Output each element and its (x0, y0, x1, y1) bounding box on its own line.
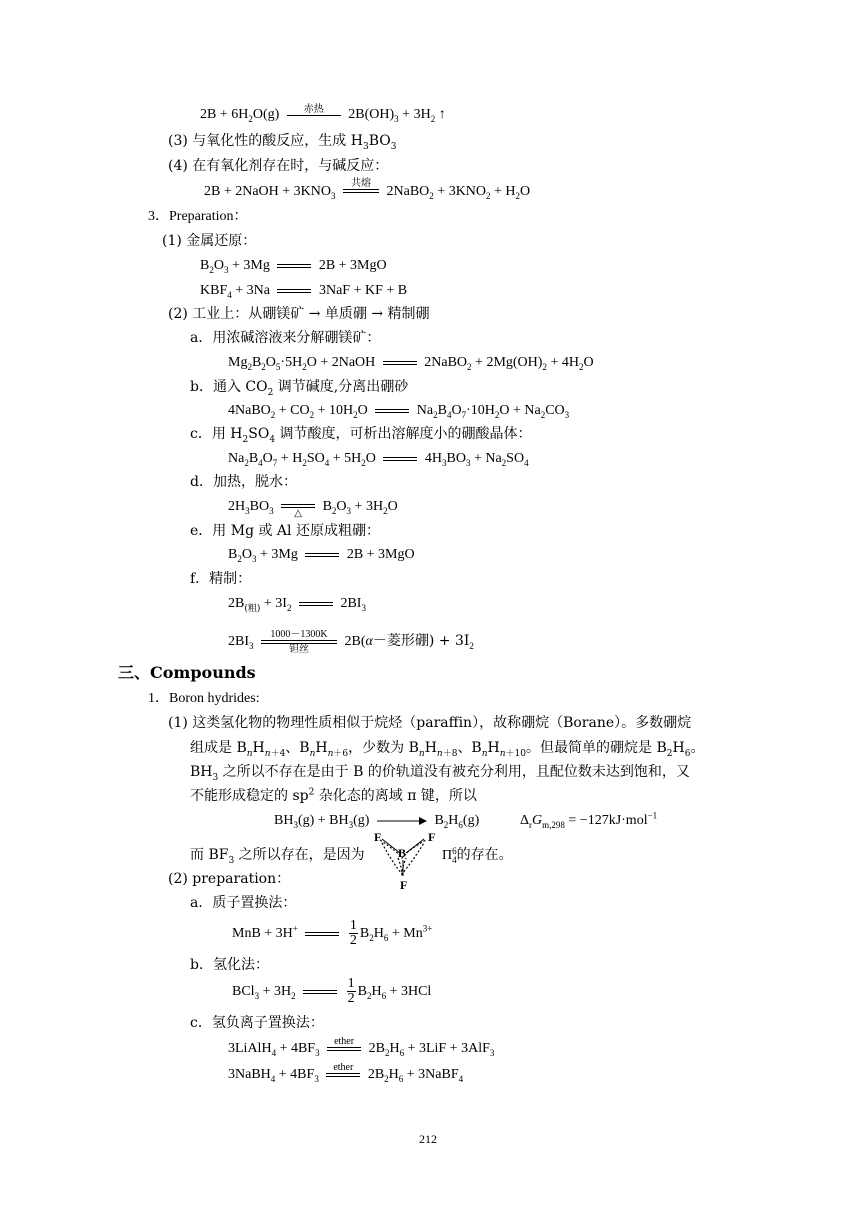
prep-2: (2) 工业上：从硼镁矿 → 单质硼 → 精制硼 (168, 306, 430, 322)
text: 而 BF (190, 847, 229, 863)
step-c: c．用 $H_2SO_4$ 调节酸度，可析出溶解度小的硼酸晶体： (190, 426, 532, 445)
crude-marker: (粗) (244, 603, 261, 614)
text: (3) 与氧化性的酸反应，生成 H (168, 133, 363, 149)
eq-text: + Na (470, 451, 502, 466)
equation-step-f1: $2B_{(粗)} + 3I_2$ $2BI_3$ (228, 596, 366, 614)
condition-ether: ether (334, 1036, 355, 1048)
para-1-line-1: (1) 这类氢化物的物理性质相似于烷烃（paraffin），故称硼烷（Borane）。多数硼烷 (168, 715, 692, 731)
eq-text: O (357, 403, 368, 418)
equation-step-b: 4NaBO$_2$ + $CO_2 + 10H_2O$ $Na_2B_4O_7\cdot 10H_2O + Na_2CO_3$ (228, 403, 570, 420)
text: 、B (457, 740, 482, 756)
gas-arrow: ↑ (438, 107, 446, 122)
condition-temperature: 1000－1300K (270, 629, 328, 640)
eq-text: (g) + BH (297, 813, 349, 828)
text: ，少数为 B (348, 740, 419, 756)
eq-text: 2BI (228, 634, 249, 650)
eq-text: 3LiAlH (228, 1041, 272, 1056)
eq-text: 2BI (340, 596, 362, 611)
gibbs-energy: $\Delta_rG_{m,298} = -127kJ\cdot mol^{-1}$ (520, 810, 658, 830)
eq-text: + 3LiF + 3AlF (404, 1041, 490, 1056)
eq-text: + H (277, 451, 303, 466)
equation-kbf4-na: $KBF_4 + 3Na$ 3NaF + KF + B (200, 283, 408, 300)
eq-text: B (322, 499, 332, 514)
step-f: f．精制： (190, 571, 252, 587)
equation-lialh4: 3LiAlH$_4$ + $4BF_3$ ether $2B_2H_6 + 3LiF + 3AlF_3$ (228, 1036, 495, 1058)
eq-text: 4NaBO (228, 403, 271, 418)
equation-hydrogenation: $BCl_3 + 3H_2$ $\frac{1}{2}$ $B_2H_6 + 3HCl$ (232, 976, 432, 1007)
eq-text: SO (506, 451, 525, 466)
eq-text: B (228, 547, 238, 562)
text: 不能形成稳定的 sp (190, 788, 309, 804)
method-a: a．质子置换法： (190, 895, 297, 911)
text: 。 (690, 740, 705, 756)
step-d: d．加热，脱水： (190, 474, 297, 490)
text: H (487, 740, 500, 756)
text: H (424, 740, 437, 756)
eq-text: + 3H (351, 499, 384, 514)
item-4: (4) 在有氧化剂存在时，与碱反应： (168, 158, 389, 174)
right-arrow-icon (377, 816, 427, 826)
atom-f-right: F (428, 830, 436, 844)
method-b: b．氢化法： (190, 957, 269, 973)
eq-text: (g) (462, 813, 480, 828)
step-b: b．通入 $CO_2$ 调节碱度,分离出硼砂 (190, 379, 409, 398)
eq-text: O (365, 451, 376, 466)
text: 组成是 B (190, 740, 247, 756)
eq-text: Na (228, 451, 245, 466)
prep-1: (1) 金属还原： (162, 233, 257, 249)
eq-text: O (520, 184, 531, 199)
eq-text: B (248, 451, 259, 466)
equation-step-f2: $2BI_3$ 1000－1300K 钽丝 2B(α－菱形硼) + $3I_2$ (228, 629, 474, 655)
condition-label: 共熔 (351, 178, 372, 190)
text: m,298 (542, 819, 565, 830)
pi-symbol: Π (442, 848, 453, 863)
text: 、B (285, 740, 310, 756)
eq-text: + 3HCl (386, 984, 432, 999)
text: 调节碱度,分离出硼砂 (273, 379, 409, 395)
eq-text: + 4BF (276, 1041, 316, 1056)
eq-text: 4H (424, 451, 442, 466)
eq-text: 2B + 2NaOH + 3KNO (204, 184, 332, 199)
text: 。但最简单的硼烷是 B (526, 740, 667, 756)
heat-symbol: △ (294, 508, 302, 520)
eq-text: ·5H (280, 355, 303, 370)
eq-text: CO (545, 403, 565, 418)
eq-text: + 4BF (275, 1067, 315, 1082)
atom-f-left: F (374, 830, 382, 844)
eq-text: BO (249, 499, 270, 514)
method-c: c．氢负离子置换法： (190, 1015, 324, 1031)
eq-text: O (336, 499, 347, 514)
text: BO (368, 133, 391, 149)
eq-text: H (373, 926, 384, 941)
text: H (252, 740, 265, 756)
eq-text: O (583, 355, 594, 370)
eq-text: O (213, 258, 224, 273)
eq-text: BO (446, 451, 466, 466)
eq-text: + Mn (388, 926, 423, 941)
eq-text: Na (416, 403, 434, 418)
equation-nabh4: 3NaBH$_4$ + $4BF_3$ ether $2B_2H_6$ + 3NaBF$_4$ (228, 1062, 464, 1084)
eq-text: + 3Mg (256, 547, 298, 562)
equation-step-c: $Na_2B_4O_7 + H_2SO_4 + 5H_2O$ $4H_3BO_3 + Na_2SO_4$ (228, 451, 529, 468)
text: H (672, 740, 685, 756)
eq-text: + 3H (259, 984, 292, 999)
para-1-line-2: 组成是 $B_nH_{n+4}$、$B_nH_{n+6}$，少数为 $B_nH_{n+8}$、$B_nH_{n+10}$。但最简单的硼烷是 $B_2H_6$。 (190, 740, 705, 759)
eq-text: KBF (200, 283, 228, 298)
eq-text: －菱形硼) + 3I (372, 633, 470, 650)
atom-b: B (398, 846, 407, 860)
para-1-line-4: 不能形成稳定的 $sp^2$ 杂化态的离域 π 键，所以 (190, 787, 477, 804)
text: Δ (520, 813, 530, 828)
text: H (315, 740, 328, 756)
text: 调节酸度，可析出溶解度小的硼酸晶体： (275, 426, 532, 442)
text: c．用 H (190, 426, 243, 442)
eq-text: BCl (232, 984, 255, 999)
subsection-boron-hydrides: 1．Boron hydrides: (148, 691, 260, 706)
eq-text: O (265, 355, 276, 370)
eq-text: H (389, 1041, 400, 1056)
eq-text: 2NaBO (386, 184, 430, 199)
eq-text: + 2Mg(OH) (471, 355, 543, 370)
equation-boron-steam: $2B + 6H_2O(g)$ 赤热 $2B(OH)_3 + 3H_2$ ↑ (200, 103, 446, 124)
eq-text: 2B (368, 1041, 385, 1056)
item-3: (3) 与氧化性的酸反应，生成 $H_3BO_3$ (168, 133, 397, 152)
text: 的存在。 (456, 847, 513, 863)
eq-text: 2NaBO (424, 355, 468, 370)
eq-text: + 3KNO (433, 184, 487, 199)
eq-text: H (371, 984, 382, 999)
eq-text: + H (490, 184, 516, 199)
eq-text: O + Na (499, 403, 541, 418)
text: G (532, 813, 543, 828)
eq-text: 2B + 3MgO (318, 258, 387, 273)
eq-text: 2B + 3MgO (346, 547, 415, 562)
eq-text: + 3Na (231, 283, 270, 298)
page-number: 212 (419, 1132, 437, 1146)
step-e: e．用 Mg 或 Al 还原成粗硼： (190, 523, 380, 539)
eq-text: + 3Mg (228, 258, 270, 273)
eq-text: O (387, 499, 398, 514)
equation-step-a: $Mg_2B_2O_5\cdot 5H_2O$ + 2NaOH 2NaBO$_2$ + $2Mg(OH)_2 + 4H_2O$ (228, 355, 594, 372)
eq-text: 2B + 6H (200, 107, 249, 122)
para-1-line-3: $BH_3$ 之所以不存在是由于 B 的价轨道没有被充分利用，且配位数未达到饱和，又 (190, 764, 690, 783)
eq-text: 2H (228, 499, 246, 514)
eq-text: + 5H (329, 451, 362, 466)
text: = −127kJ·mol (564, 813, 648, 828)
condition-tantalum: 钽丝 (289, 644, 309, 655)
equation-step-e: $B_2O_3 + 3Mg$ 2B + 3MgO (228, 547, 415, 564)
eq-text: SO (306, 451, 325, 466)
equation-bh3-dimerization: $BH_3(g) + BH_3(g)$ $B_2H_6(g)$ (274, 813, 480, 830)
eq-text: B (357, 984, 367, 999)
eq-text: O (241, 547, 252, 562)
eq-text: + 3H (398, 107, 431, 122)
eq-text: MnB + 3H (232, 926, 293, 941)
eq-text: 3NaF + KF + B (318, 283, 408, 298)
eq-text: O (262, 451, 273, 466)
equation-proton-displacement: MnB + 3H+ $\frac{1}{2}$ $B_2H_6 + Mn^{3+}$ (232, 918, 433, 949)
text: 杂化态的离域 π 键，所以 (314, 788, 477, 804)
eq-text: Mg (228, 355, 248, 370)
eq-text: + 3NaBF (403, 1067, 459, 1082)
eq-text: 3NaBH (228, 1067, 271, 1082)
text: 之所以不存在是由于 B 的价轨道没有被充分利用，且配位数未达到饱和，又 (218, 764, 690, 780)
eq-text: B (200, 258, 210, 273)
text: b．通入 CO (190, 379, 268, 395)
bf3-line: 而 $BF_3$ 之所以存在，是因为 (190, 847, 365, 866)
section-title-compounds: 三、Compounds (118, 663, 256, 682)
text: SO (248, 426, 270, 442)
eq-text: BH (274, 813, 294, 828)
eq-text: B (359, 926, 370, 941)
step-a: a．用浓碱溶液来分解硼镁矿： (190, 330, 381, 346)
eq-text: 2B( (344, 634, 366, 650)
section-preparation: 3．Preparation： (148, 209, 248, 224)
eq-text: (g) (353, 813, 370, 828)
pi-bond-text: Π 6 4 的存在。 (442, 845, 513, 865)
text: BH (190, 764, 213, 780)
eq-text: B (437, 403, 447, 418)
eq-text: O (451, 403, 462, 418)
equation-step-d: $2H_3BO_3$ △ $B_2O_3 + 3H_2O$ (228, 499, 398, 520)
eq-text: 2B (228, 596, 245, 611)
text: 之所以存在，是因为 (234, 847, 365, 863)
eq-text: 2B(OH) (348, 107, 395, 122)
atom-f-bottom: F (400, 878, 408, 892)
equation-boron-alkali: 2B + 2NaOH + $3KNO_3$ 共熔 2NaBO$_2$ + $3KNO_2 + H_2O$ (204, 178, 531, 201)
prep-subheading: (2) preparation： (168, 871, 291, 887)
eq-text: O + 2NaOH (306, 355, 376, 370)
equation-b2o3-mg: $B_2O_3 + 3Mg$ 2B + 3MgO (200, 258, 387, 275)
alpha-symbol: α (365, 634, 373, 650)
eq-text: B (251, 355, 262, 370)
text: r (529, 819, 533, 830)
condition-label: 赤热 (303, 103, 324, 115)
eq-text: + CO (275, 403, 310, 418)
condition-ether: ether (333, 1062, 354, 1074)
eq-text: O(g) (252, 107, 280, 122)
eq-text: + 10H (314, 403, 354, 418)
eq-text: + 4H (546, 355, 579, 370)
eq-text: ·10H (466, 403, 495, 418)
eq-text: + 3I (260, 596, 287, 611)
eq-text: H (448, 813, 459, 828)
eq-text: H (388, 1067, 399, 1082)
eq-text: B (434, 813, 444, 828)
eq-text: 2B (367, 1067, 385, 1082)
